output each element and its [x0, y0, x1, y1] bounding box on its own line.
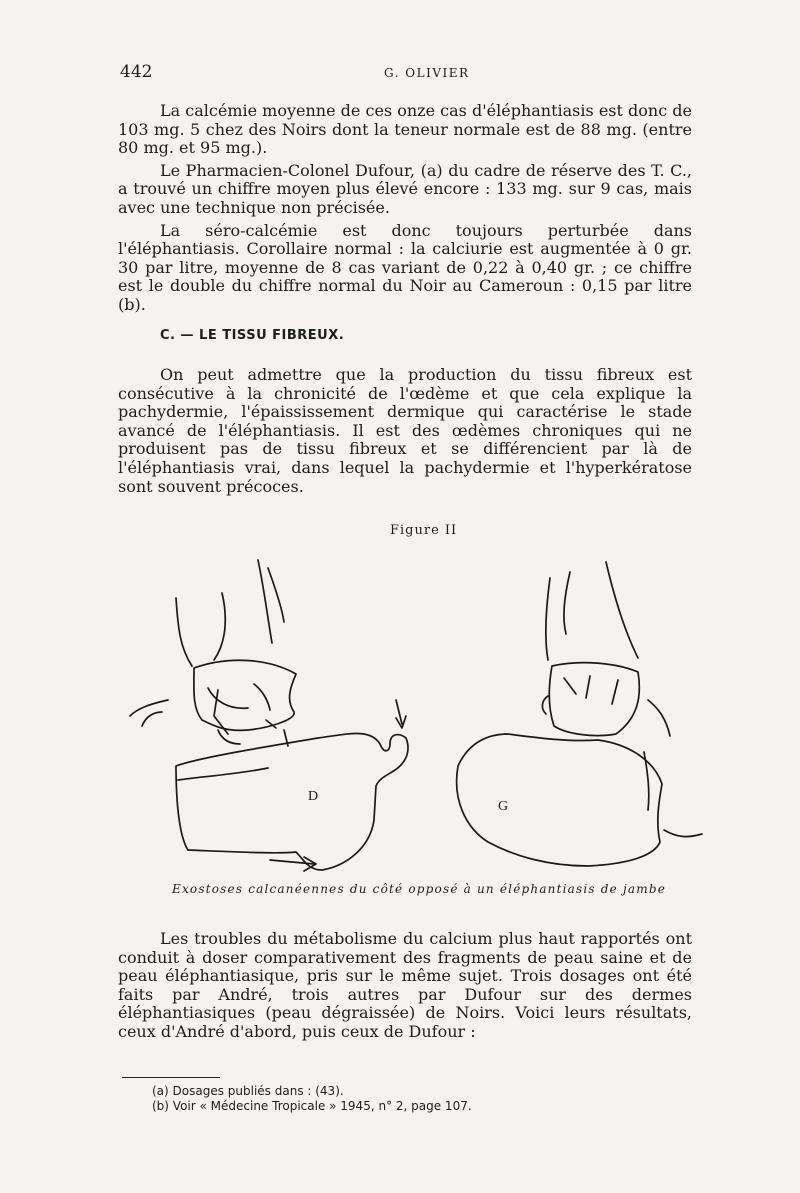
paragraph: Les troubles du métabolisme du calcium plus haut rapportés ont conduit à doser comparativement des fragments de peau saine et de peau éléphantiasique, pris sur le même sujet. Trois dosages ont été faits par André, trois autres par Dufour sur des dermes éléphantiasiques (peau dégraissée) de Noirs. Voici leurs résultats, ceux d'André d'abord, puis ceux de Dufour :: [118, 929, 692, 1041]
calcaneus-drawing: [118, 548, 708, 878]
calcaneus-inner-line: [178, 768, 268, 780]
joint-line: [564, 678, 576, 694]
footnote: (a) Dosages publiés dans : (43).: [152, 1084, 344, 1098]
footnotes: [152, 1084, 472, 1114]
calcaneus-outline: [176, 734, 408, 871]
tibia-outline: [176, 598, 192, 666]
paragraph: La séro-calcémie est donc toujours perturbée dans l'éléphantiasis. Corollaire normal : la calciurie est augmentée à 0 gr. 30 par litre, moyenne de 8 cas variant de 0,22 à 0,40 gr. ; ce chiffre est le double du chiffre normal du Noir au Cameroun : 0,15 par litre (b).: [118, 220, 692, 314]
footnote-separator: [122, 1077, 220, 1078]
fibula-outline: [606, 562, 638, 658]
calcaneus-inner-line: [664, 830, 702, 837]
joint-line: [586, 676, 590, 698]
tibia-outline: [564, 572, 570, 634]
fibula-outline: [214, 593, 225, 660]
running-title: G. OLIVIER: [384, 66, 470, 80]
talus-outline: [194, 660, 296, 730]
text-block-bottom: [118, 930, 692, 1042]
page-header: [120, 62, 680, 86]
figure-label-left: D: [308, 789, 319, 804]
figure-caption: Exostoses calcanéennes du côté opposé à un éléphantiasis de jambe: [172, 882, 667, 896]
tibia-outline: [546, 578, 550, 660]
joint-line: [254, 684, 270, 710]
fibula-outline: [268, 568, 284, 622]
right-foot-drawing: [457, 562, 702, 866]
navicular-outline: [142, 712, 162, 726]
joint-line: [612, 680, 618, 704]
exostosis-arrow: [270, 860, 314, 864]
footnote: (b) Voir « Médecine Tropicale » 1945, n° 2, page 107.: [152, 1099, 472, 1113]
paragraph: La calcémie moyenne de ces onze cas d'éléphantiasis est donc de 103 mg. 5 chez des Noirs dont la teneur normale est de 88 mg. (entre 80 mg. et 95 mg.).: [118, 101, 692, 158]
text-block-middle: [118, 366, 692, 496]
joint-line: [208, 688, 248, 708]
section-heading: C. — LE TISSU FIBREUX.: [160, 328, 345, 343]
navicular-outline: [130, 700, 168, 716]
page-number: 442: [120, 62, 153, 82]
text-block-top: [118, 102, 692, 319]
talus-outline: [549, 663, 639, 736]
figure-title: Figure II: [390, 523, 458, 538]
paragraph: On peut admettre que la production du tissu fibreux est consécutive à la chronicité de l'œdème et que cela explique la pachydermie, l'épaississement dermique qui caractérise le stade avancé de l'éléphantiasis. Il est des œdèmes chroniques qui ne produisent pas de tissu fibreux et se différencient par là de l'éléphantiasis vrai, dans lequel la pachydermie et l'hyperkératose sont souvent précoces.: [118, 365, 692, 496]
paragraph: Le Pharmacien-Colonel Dufour, (a) du cadre de réserve des T. C., a trouvé un chiffre moyen plus élevé encore : 133 mg. sur 9 cas, mais avec une technique non précisée.: [118, 160, 692, 217]
joint-line: [218, 730, 240, 744]
navicular-outline: [542, 696, 548, 714]
navicular-outline: [648, 700, 670, 736]
calcaneus-outline: [457, 734, 662, 866]
left-foot-drawing: [130, 560, 408, 871]
figure-label-right: G: [498, 799, 509, 814]
